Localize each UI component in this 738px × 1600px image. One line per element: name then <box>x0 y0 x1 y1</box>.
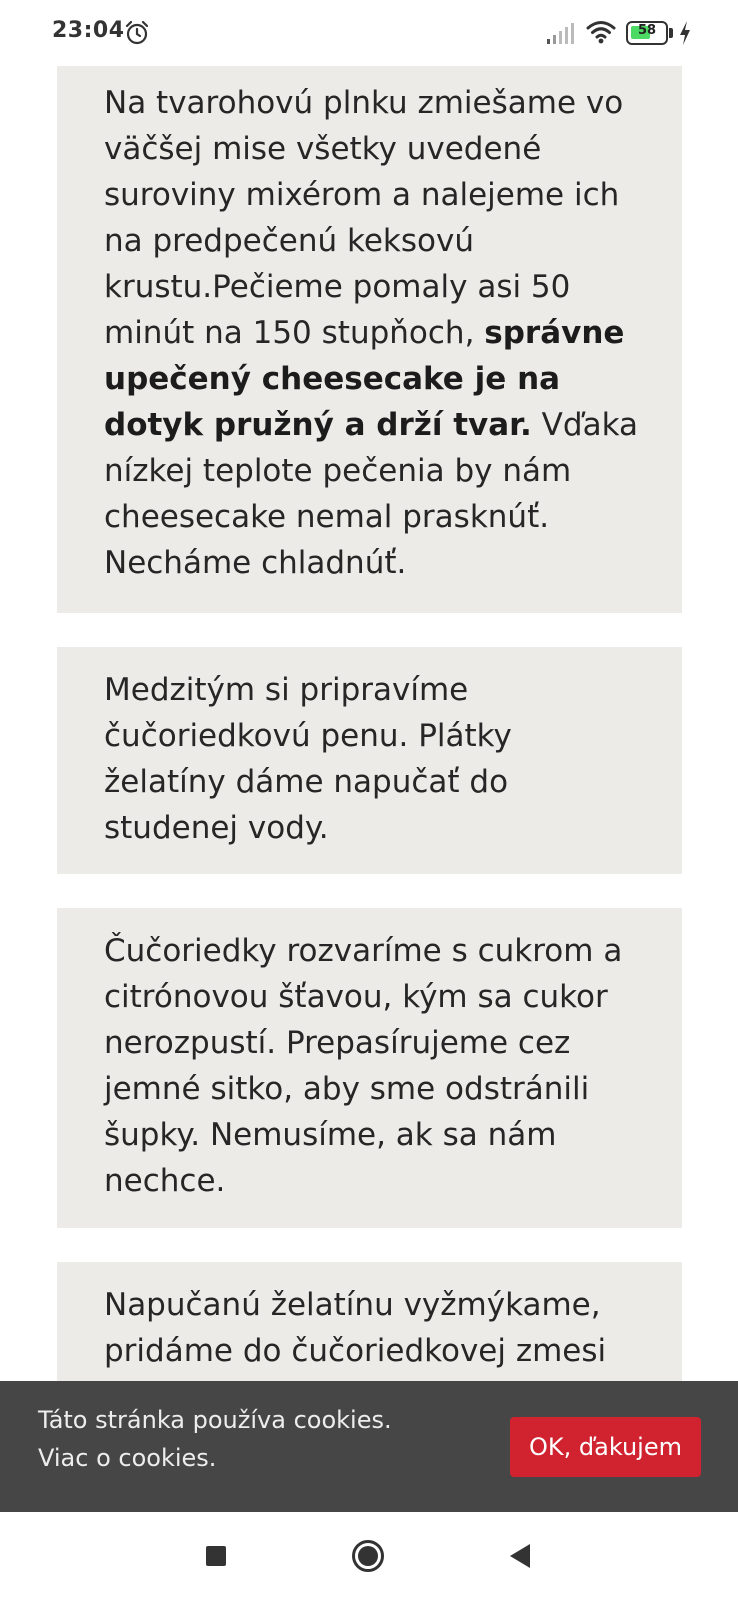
step-card-3 <box>57 908 682 1228</box>
step-text-3: Čučoriedky rozvaríme s cukrom a citrónovou šťavou, kým sa cukor nerozpustí. Prepasírujeme cez jemné sitko, aby sme odstránili šupky. Nemusíme, ak sa nám nechce. <box>104 933 623 1199</box>
home-circle-icon <box>350 1538 386 1574</box>
back-triangle-icon <box>507 1542 533 1570</box>
battery-icon <box>626 21 672 45</box>
step-text-1-part-a: Na tvarohovú plnku zmiešame vo väčšej mise všetky uvedené suroviny mixérom a nalejeme ich na predpečenú keksovú krustu.Pečieme pomaly asi 50 minút na 150 stupňoch, <box>104 85 624 351</box>
cookie-message <box>38 1401 392 1477</box>
battery-cap <box>669 28 673 38</box>
step-text-1 <box>104 80 642 586</box>
alarm-icon <box>124 20 150 46</box>
wifi-icon <box>586 20 616 44</box>
back-button[interactable] <box>496 1532 544 1580</box>
cookie-message-line: Táto stránka používa cookies. <box>38 1406 392 1434</box>
navigation-bar <box>0 1512 738 1600</box>
status-bar <box>0 0 738 66</box>
step-card-2 <box>57 647 682 874</box>
home-button[interactable] <box>344 1532 392 1580</box>
step-text-1-bold: správne upečený cheesecake je na dotyk pružný a drží tvar. <box>104 315 625 443</box>
recents-button[interactable] <box>192 1532 240 1580</box>
step-text-2: Medzitým si pripravíme čučoriedkovú penu. Plátky želatíny dáme napučať do studenej vody. <box>104 672 512 846</box>
cookie-more-link[interactable]: Viac o cookies. <box>38 1444 217 1472</box>
step-card-1 <box>57 60 682 613</box>
signal-icon <box>546 22 576 44</box>
step-text-4: Napučanú želatínu vyžmýkame, pridáme do čučoriedkovej zmesi <box>104 1287 607 1369</box>
step-text-1-part-b: Vďaka nízkej teplote pečenia by nám cheesecake nemal prasknúť. Necháme chladnúť. <box>104 407 638 581</box>
battery-level: 58 <box>637 23 657 38</box>
step-card-4 <box>57 1262 682 1392</box>
cookie-consent-bar <box>0 1381 738 1512</box>
charging-icon <box>678 20 692 46</box>
recents-square-icon <box>204 1544 228 1568</box>
cookie-accept-button[interactable]: OK, ďakujem <box>510 1417 701 1477</box>
status-time: 23:04 <box>52 18 125 43</box>
